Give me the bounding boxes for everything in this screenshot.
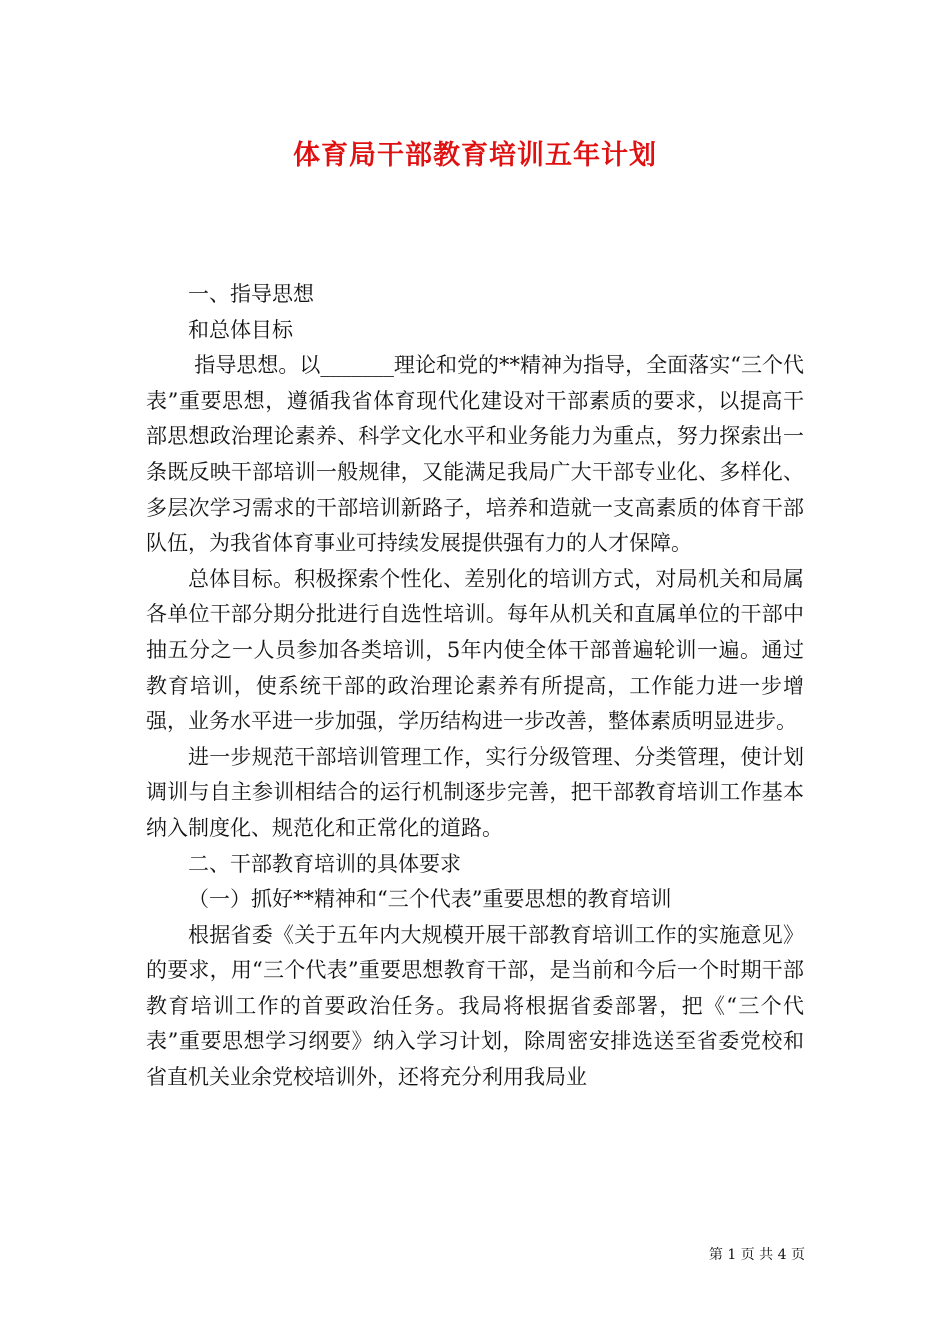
paragraph-provincial-opinion: 根据省委《关于五年内大规模开展干部教育培训工作的实施意见》的要求，用“三个代表”重要思想教育干部，是当前和今后一个时期干部教育培训工作的首要政治任务。我局将根据省委部署，把《“三个代表”重要思想学习纲要》纳入学习计划，除周密安排选送至省委党校和省直机关业余党校培训外，还将充分利用我局业: [146, 922, 804, 1090]
paragraph-guiding-thought: 指导思想。以_______理论和党的**精神为指导，全面落实“三个代表”重要思想，遵循我省体育现代化建设对干部素质的要求，以提高干部思想政治理论素养、科学文化水平和业务能力为重点，努力探索出一条既反映干部培训一般规律，又能满足我局广大干部专业化、多样化、多层次学习需求的干部培训新路子，培养和造就一支高素质的体育干部队伍，为我省体育事业可持续发展提供强有力的人才保障。: [146, 353, 804, 556]
document-title: 体育局干部教育培训五年计划: [293, 140, 657, 171]
section-heading-1-cont: 和总体目标: [188, 317, 293, 342]
section-heading-1: 一、指导思想: [188, 282, 314, 306]
paragraph-overall-goal: 总体目标。积极探索个性化、差别化的培训方式，对局机关和局属各单位干部分期分批进行自选性培训。每年从机关和直属单位的干部中抽五分之一人员参加各类培训，5年内使全体干部普遍轮训一遍。通过教育培训，使系统干部的政治理论素养有所提高，工作能力进一步增强，业务水平进一步加强，学历结构进一步改善，整体素质明显进步。: [146, 566, 804, 734]
subsection-heading-1: （一）抓好**精神和“三个代表”重要思想的教育培训: [188, 887, 672, 912]
paragraph-management: 进一步规范干部培训管理工作，实行分级管理、分类管理，使计划调训与自主参训相结合的运行机制逐步完善，把干部教育培训工作基本纳入制度化、规范化和正常化的道路。: [146, 744, 804, 840]
section-heading-2: 二、干部教育培训的具体要求: [188, 851, 461, 876]
document-body: [146, 277, 804, 1096]
page-number: 第 1 页 共 4 页: [708, 1247, 805, 1263]
